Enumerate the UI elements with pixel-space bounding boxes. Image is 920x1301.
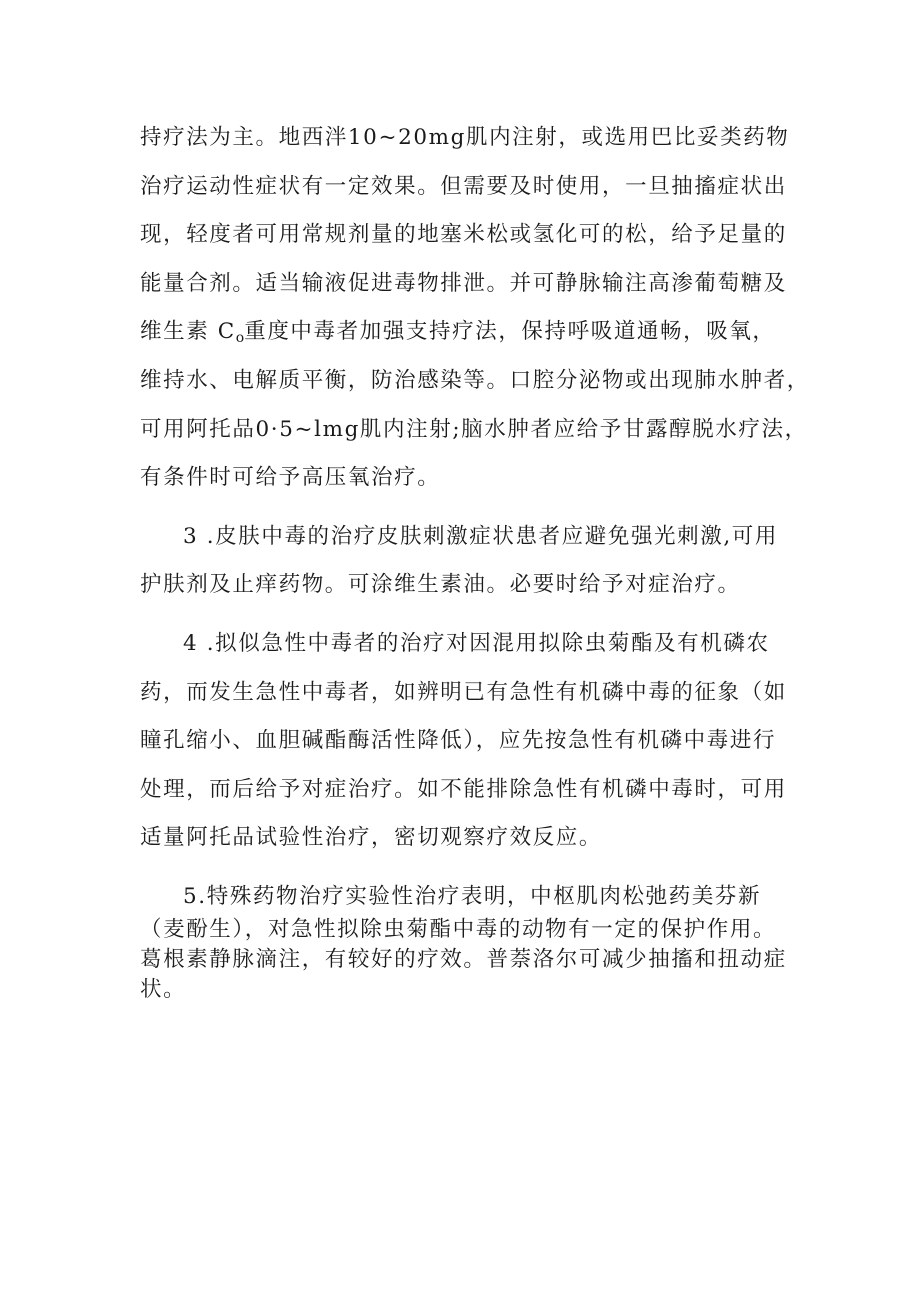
text-line: 可用阿托品0·5~lmg肌内注射;脑水肿者应给予甘露醇脱水疗法， (140, 416, 808, 442)
text-line: 现，轻度者可用常规剂量的地塞米松或氢化可的松，给予足量的 (140, 222, 787, 248)
text-line: 4 .拟似急性中毒者的治疗对因混用拟除虫菊酯及有机磷农 (183, 630, 770, 656)
text-line: 适量阿托品试验性治疗，密切观察疗效反应。 (140, 825, 603, 851)
vitamin-prefix: 维生素 C (140, 319, 236, 345)
text-line: 维持水、电解质平衡，防治感染等。口腔分泌物或出现肺水肿者， (140, 367, 810, 393)
text-line: 能量合剂。适当输液促进毒物排泄。并可静脉输注高渗葡萄糖及 (140, 270, 787, 296)
text-line: 瞳孔缩小、血胆碱酯酶活性降低），应先按急性有机磷中毒进行 (140, 728, 777, 754)
paragraph-special-drugs (140, 873, 785, 1005)
paragraph-acute-poisoning (140, 620, 785, 863)
text-line: 有条件时可给予高压氧治疗。 (140, 465, 441, 491)
text-line: 状。 (140, 976, 187, 1002)
text-line: 3 .皮肤中毒的治疗皮肤刺激症状患者应避免强光刺激,可用 (183, 523, 778, 549)
vitamin-suffix: 重度中毒者加强支持疗法，保持呼吸道通畅，吸氧， (244, 319, 776, 345)
text-line: （麦酚生），对急性拟除虫菊酯中毒的动物有一定的保护作用。 (140, 916, 777, 942)
paragraph-skin-poisoning (140, 513, 785, 610)
text-line: 处理，而后给予对症治疗。如不能排除急性有机磷中毒时，可用 (140, 776, 787, 802)
text-line: 药，而发生急性中毒者，如辨明已有急性有机磷中毒的征象（如 (140, 679, 787, 705)
text-line: 护肤剂及止痒药物。可涂维生素油。必要时给予对症治疗。 (140, 572, 741, 598)
document-page (140, 114, 810, 1005)
vitamin-subscript: o (235, 330, 245, 347)
paragraph-treatment-continued (140, 114, 810, 503)
text-line: 5.特殊药物治疗实验性治疗表明，中枢肌肉松弛药美芬新 (183, 883, 762, 909)
text-line: 葛根素静脉滴注，有较好的疗效。普萘洛尔可减少抽搐和扭动症 (140, 946, 787, 972)
text-line: 持疗法为主。地西泮10~20mg肌内注射，或选用巴比妥类药物 (140, 125, 790, 150)
text-line-vitamin (140, 308, 785, 357)
text-line: 治疗运动性症状有一定效果。但需要及时使用，一旦抽搐症状出 (140, 173, 787, 199)
